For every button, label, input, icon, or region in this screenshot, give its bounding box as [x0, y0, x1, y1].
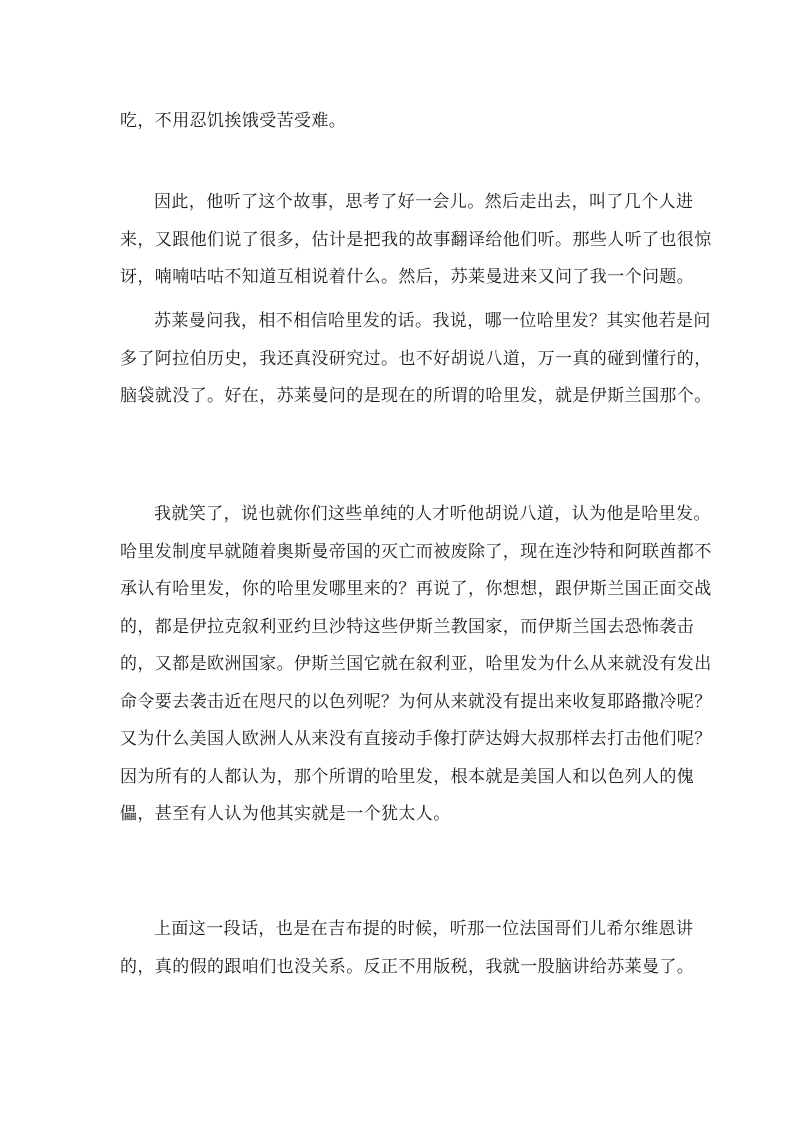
text-line: 上面这一段话，也是在吉布提的时候，听那一位法国哥们儿希尔维恩讲 — [154, 919, 694, 939]
paragraph-1 — [120, 103, 680, 141]
text-line: 命令要去袭击近在咫尺的以色列呢？为何从来就没有提出来收复耶路撒冷呢？ — [120, 691, 712, 712]
text-line: 又为什么美国人欧洲人从来没有直接动手像打萨达姆大叔那样去打击他们呢？ — [120, 729, 712, 749]
text-line: 因为所有的人都认为，那个所谓的哈里发，根本就是美国人和以色列人的傀 — [120, 766, 695, 787]
text-line: 哈里发制度早就随着奥斯曼帝国的灭亡而被废除了，现在连沙特和阿联酋都不 — [120, 541, 712, 562]
text-line: 的，又都是欧洲国家。伊斯兰国它就在叙利亚，哈里发为什么从来就没有发出 — [120, 654, 712, 674]
text-line: 苏莱曼问我，相不相信哈里发的话。我说，哪一位哈里发？其实他若是问 — [154, 311, 711, 331]
text-line: 讶，喃喃咕咕不知道互相说着什么。然后，苏莱曼进来又问了我一个问题。 — [120, 267, 695, 287]
text-line: 来，又跟他们说了很多，估计是把我的故事翻译给他们听。那些人听了也很惊 — [120, 229, 712, 250]
text-line: 的，真的假的跟咱们也没关系。反正不用版税，我就一股脑讲给苏莱曼了。 — [120, 956, 695, 977]
text-line: 承认有哈里发，你的哈里发哪里来的？再说了，你想想，跟伊斯兰国正面交战 — [120, 579, 712, 599]
text-line: 吃，不用忍饥挨饿受苦受难。 — [120, 111, 347, 131]
paragraph-2 — [120, 184, 712, 297]
paragraph-3 — [120, 303, 712, 416]
text-line: 多了阿拉伯历史，我还真没研究过。也不好胡说八道，万一真的碰到懂行的， — [120, 348, 712, 369]
text-line: 脑袋就没了。好在，苏莱曼问的是现在的所谓的哈里发，就是伊斯兰国那个。 — [120, 386, 712, 406]
paragraph-4 — [120, 496, 712, 834]
paragraph-5 — [120, 911, 695, 986]
text-line: 儡，甚至有人认为他其实就是一个犹太人。 — [120, 804, 451, 824]
text-line: 因此，他听了这个故事，思考了好一会儿。然后走出去，叫了几个人进 — [154, 192, 694, 212]
text-line: 我就笑了，说也就你们这些单纯的人才听他胡说八道，认为他是哈里发。 — [154, 504, 711, 524]
text-line: 的，都是伊拉克叙利亚约旦沙特这些伊斯兰教国家，而伊斯兰国去恐怖袭击 — [120, 616, 695, 637]
